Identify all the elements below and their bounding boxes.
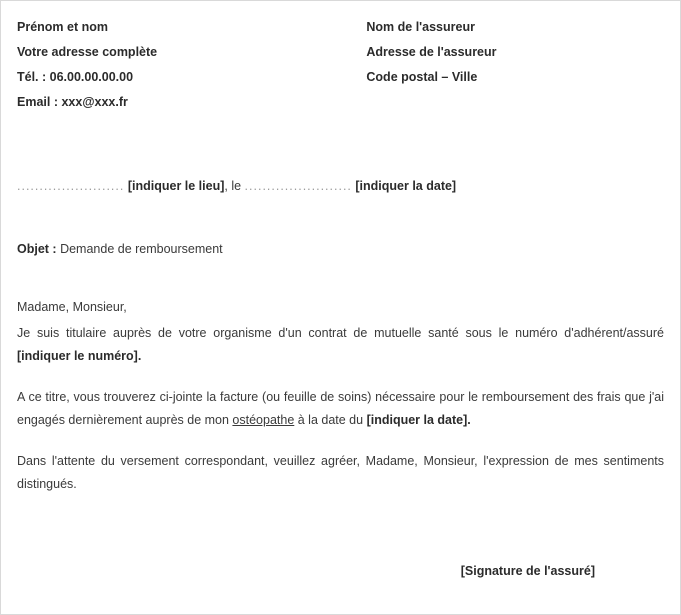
place-date-line	[17, 177, 664, 195]
recipient-block	[360, 15, 664, 90]
place-placeholder: [indiquer le lieu]	[127, 179, 225, 193]
paragraph-two	[17, 386, 664, 432]
subject-bottom-spacer	[17, 258, 664, 298]
sender-line-name: Prénom et nom	[17, 20, 108, 34]
place-date-separator: , le	[224, 179, 245, 193]
subject-line	[17, 240, 664, 258]
practitioner-word: ostéopathe	[232, 413, 295, 427]
letter-body	[17, 15, 664, 604]
care-date-placeholder: [indiquer la date].	[366, 413, 471, 427]
member-number-placeholder: [indiquer le numéro].	[17, 349, 142, 363]
date-placeholder: [indiquer la date]	[355, 179, 457, 193]
paragraph-one	[17, 322, 664, 368]
header-spacer	[17, 115, 664, 177]
subject-value: Demande de remboursement	[56, 242, 223, 256]
paragraph-one-text: Je suis titulaire auprès de votre organisme d'un contrat de mutuelle santé sous le numéro d'adhérent/assuré	[17, 326, 664, 340]
letter-header	[17, 15, 664, 115]
signature-placeholder: [Signature de l'assuré]	[460, 564, 595, 578]
recipient-line-name: Nom de l'assureur	[366, 20, 475, 34]
date-dots: ........................	[244, 179, 352, 193]
subject-label: Objet :	[17, 242, 57, 256]
sender-block	[17, 15, 341, 115]
sender-line-phone: Tél. : 06.00.00.00.00	[17, 70, 134, 84]
paragraph-three: Dans l'attente du versement correspondant, veuillez agréer, Madame, Monsieur, l'expression de mes sentiments distingués.	[17, 454, 664, 491]
paragraph-two-text: A ce titre, vous trouverez ci-jointe la facture (ou feuille de soins) nécessaire pour le remboursement des frais que j'ai engagés dernièrement auprès de mon	[17, 390, 664, 427]
sender-line-email: Email : xxx@xxx.fr	[17, 95, 128, 109]
place-dots: ........................	[17, 179, 125, 193]
subject-spacer	[17, 195, 664, 240]
recipient-line-city: Code postal – Ville	[366, 70, 478, 84]
salutation-line: Madame, Monsieur,	[17, 300, 127, 314]
sender-line-address: Votre adresse complète	[17, 45, 158, 59]
recipient-line-address: Adresse de l'assureur	[366, 45, 497, 59]
paragraph-two-text-cont: à la date du	[294, 413, 367, 427]
